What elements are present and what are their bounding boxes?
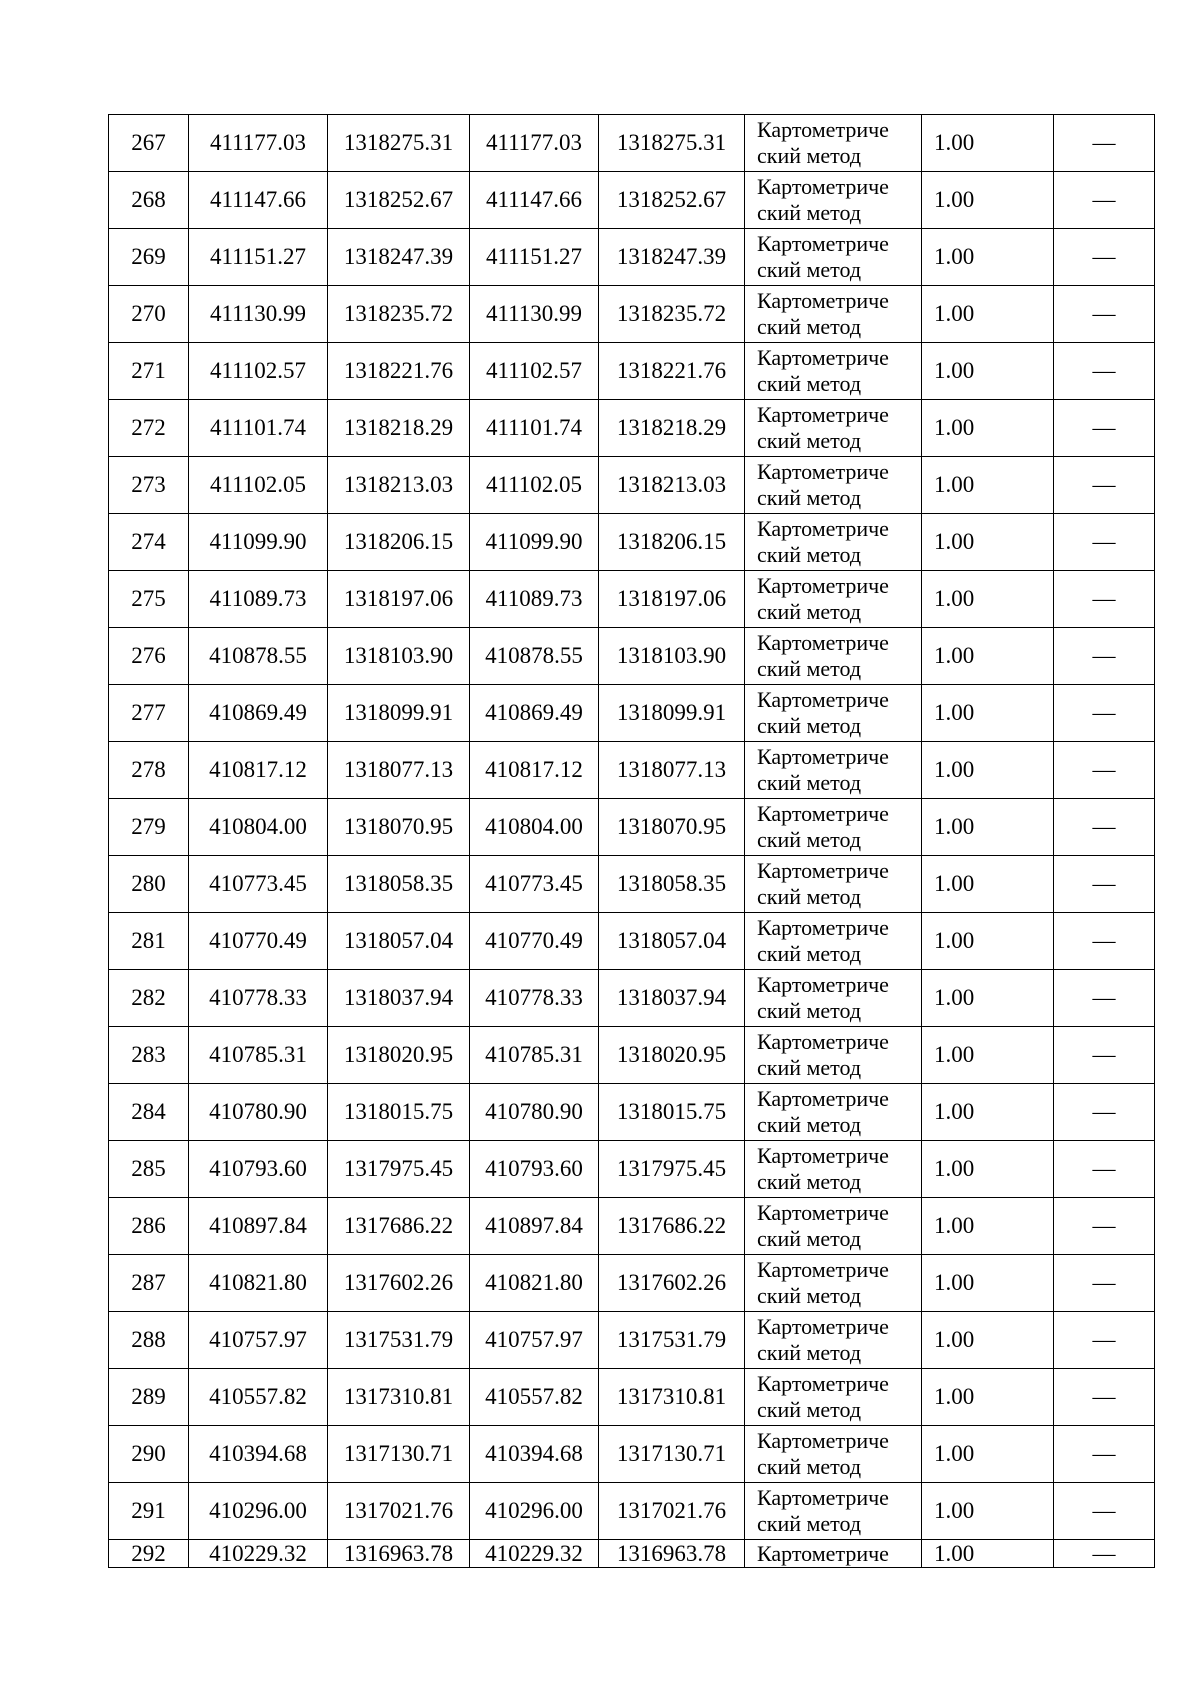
point-number-cell: 276 <box>109 628 189 685</box>
x-existing-cell: 410869.49 <box>189 685 328 742</box>
method-text: Картометриче ский метод <box>757 1485 889 1536</box>
point-number-cell: 288 <box>109 1312 189 1369</box>
table-row <box>109 286 1155 343</box>
table-body <box>109 115 1155 1568</box>
y-existing-cell: 1317602.26 <box>328 1255 470 1312</box>
y-new-cell: 1318218.29 <box>599 400 745 457</box>
x-existing-cell: 410821.80 <box>189 1255 328 1312</box>
table-row <box>109 1027 1155 1084</box>
x-new-cell: 411099.90 <box>470 514 599 571</box>
accuracy-cell: 1.00 <box>922 1084 1054 1141</box>
method-text: Картометриче ский метод <box>757 972 889 1023</box>
x-existing-cell: 410780.90 <box>189 1084 328 1141</box>
y-existing-cell: 1318213.03 <box>328 457 470 514</box>
accuracy-cell: 1.00 <box>922 286 1054 343</box>
x-new-cell: 410757.97 <box>470 1312 599 1369</box>
x-new-cell: 410770.49 <box>470 913 599 970</box>
y-existing-cell: 1318015.75 <box>328 1084 470 1141</box>
x-existing-cell: 411102.57 <box>189 343 328 400</box>
table-row <box>109 1255 1155 1312</box>
method-text: Картометриче ский метод <box>757 1257 889 1308</box>
y-existing-cell: 1318020.95 <box>328 1027 470 1084</box>
table-row <box>109 457 1155 514</box>
x-existing-cell: 411089.73 <box>189 571 328 628</box>
method-text: Картометриче ский метод <box>757 915 889 966</box>
y-existing-cell: 1318235.72 <box>328 286 470 343</box>
method-cell <box>745 1141 922 1198</box>
description-cell: — <box>1054 913 1155 970</box>
point-number-cell: 272 <box>109 400 189 457</box>
accuracy-cell: 1.00 <box>922 685 1054 742</box>
table-row <box>109 1312 1155 1369</box>
x-existing-cell: 410785.31 <box>189 1027 328 1084</box>
x-existing-cell: 410804.00 <box>189 799 328 856</box>
accuracy-cell: 1.00 <box>922 970 1054 1027</box>
description-cell: — <box>1054 1312 1155 1369</box>
table-row <box>109 1483 1155 1540</box>
method-text: Картометриче ский метод <box>757 1143 889 1194</box>
x-existing-cell: 411099.90 <box>189 514 328 571</box>
accuracy-cell: 1.00 <box>922 1312 1054 1369</box>
point-number-cell: 275 <box>109 571 189 628</box>
table-row <box>109 970 1155 1027</box>
point-number-cell: 286 <box>109 1198 189 1255</box>
method-text: Картометриче <box>757 1541 889 1566</box>
x-existing-cell: 410793.60 <box>189 1141 328 1198</box>
point-number-cell: 271 <box>109 343 189 400</box>
y-new-cell: 1318247.39 <box>599 229 745 286</box>
y-new-cell: 1318070.95 <box>599 799 745 856</box>
accuracy-cell: 1.00 <box>922 1198 1054 1255</box>
method-cell <box>745 913 922 970</box>
method-text: Картометриче ский метод <box>757 687 889 738</box>
method-cell <box>745 286 922 343</box>
description-cell: — <box>1054 400 1155 457</box>
description-cell: — <box>1054 571 1155 628</box>
y-new-cell: 1317531.79 <box>599 1312 745 1369</box>
point-number-cell: 274 <box>109 514 189 571</box>
accuracy-cell: 1.00 <box>922 1426 1054 1483</box>
method-cell <box>745 514 922 571</box>
x-existing-cell: 410394.68 <box>189 1426 328 1483</box>
x-new-cell: 410804.00 <box>470 799 599 856</box>
x-new-cell: 410878.55 <box>470 628 599 685</box>
x-existing-cell: 411101.74 <box>189 400 328 457</box>
table-row <box>109 400 1155 457</box>
table-row <box>109 229 1155 286</box>
method-cell <box>745 1426 922 1483</box>
table-row <box>109 571 1155 628</box>
method-text: Картометриче ский метод <box>757 1314 889 1365</box>
table-row <box>109 514 1155 571</box>
y-existing-cell: 1318218.29 <box>328 400 470 457</box>
accuracy-cell: 1.00 <box>922 1483 1054 1540</box>
point-number-cell: 284 <box>109 1084 189 1141</box>
y-new-cell: 1317310.81 <box>599 1369 745 1426</box>
description-cell: — <box>1054 628 1155 685</box>
y-existing-cell: 1318077.13 <box>328 742 470 799</box>
method-text: Картометриче ский метод <box>757 1029 889 1080</box>
description-cell: — <box>1054 1141 1155 1198</box>
point-number-cell: 267 <box>109 115 189 172</box>
accuracy-cell: 1.00 <box>922 742 1054 799</box>
method-cell <box>745 742 922 799</box>
point-number-cell: 285 <box>109 1141 189 1198</box>
y-existing-cell: 1318221.76 <box>328 343 470 400</box>
table-row <box>109 1141 1155 1198</box>
point-number-cell: 289 <box>109 1369 189 1426</box>
y-new-cell: 1318275.31 <box>599 115 745 172</box>
x-existing-cell: 411147.66 <box>189 172 328 229</box>
y-existing-cell: 1318247.39 <box>328 229 470 286</box>
method-text: Картометриче ский метод <box>757 858 889 909</box>
accuracy-cell: 1.00 <box>922 514 1054 571</box>
method-cell <box>745 1540 922 1568</box>
table-row <box>109 172 1155 229</box>
method-text: Картометриче ский метод <box>757 231 889 282</box>
table-row <box>109 1540 1155 1568</box>
y-existing-cell: 1317975.45 <box>328 1141 470 1198</box>
y-new-cell: 1318252.67 <box>599 172 745 229</box>
x-new-cell: 410394.68 <box>470 1426 599 1483</box>
y-existing-cell: 1318037.94 <box>328 970 470 1027</box>
x-existing-cell: 410897.84 <box>189 1198 328 1255</box>
y-new-cell: 1318235.72 <box>599 286 745 343</box>
method-text: Картометриче ский метод <box>757 345 889 396</box>
point-number-cell: 292 <box>109 1540 189 1568</box>
point-number-cell: 283 <box>109 1027 189 1084</box>
table-row <box>109 628 1155 685</box>
description-cell: — <box>1054 1198 1155 1255</box>
description-cell: — <box>1054 343 1155 400</box>
point-number-cell: 282 <box>109 970 189 1027</box>
x-new-cell: 411089.73 <box>470 571 599 628</box>
y-existing-cell: 1318058.35 <box>328 856 470 913</box>
y-existing-cell: 1317686.22 <box>328 1198 470 1255</box>
x-existing-cell: 411102.05 <box>189 457 328 514</box>
table-row <box>109 856 1155 913</box>
x-new-cell: 411102.05 <box>470 457 599 514</box>
coordinates-table <box>108 114 1155 1568</box>
accuracy-cell: 1.00 <box>922 400 1054 457</box>
table-row <box>109 115 1155 172</box>
method-text: Картометриче ский метод <box>757 630 889 681</box>
method-cell <box>745 856 922 913</box>
method-text: Картометриче ский метод <box>757 402 889 453</box>
accuracy-cell: 1.00 <box>922 628 1054 685</box>
y-new-cell: 1318197.06 <box>599 571 745 628</box>
accuracy-cell: 1.00 <box>922 229 1054 286</box>
description-cell: — <box>1054 856 1155 913</box>
y-new-cell: 1317975.45 <box>599 1141 745 1198</box>
description-cell: — <box>1054 229 1155 286</box>
point-number-cell: 290 <box>109 1426 189 1483</box>
accuracy-cell: 1.00 <box>922 913 1054 970</box>
accuracy-cell: 1.00 <box>922 343 1054 400</box>
x-new-cell: 411130.99 <box>470 286 599 343</box>
x-new-cell: 410557.82 <box>470 1369 599 1426</box>
x-new-cell: 410793.60 <box>470 1141 599 1198</box>
description-cell: — <box>1054 1084 1155 1141</box>
description-cell: — <box>1054 457 1155 514</box>
method-cell <box>745 799 922 856</box>
description-cell: — <box>1054 514 1155 571</box>
point-number-cell: 279 <box>109 799 189 856</box>
x-existing-cell: 410773.45 <box>189 856 328 913</box>
table-row <box>109 1198 1155 1255</box>
y-existing-cell: 1318197.06 <box>328 571 470 628</box>
y-new-cell: 1316963.78 <box>599 1540 745 1568</box>
y-existing-cell: 1318275.31 <box>328 115 470 172</box>
table-row <box>109 1084 1155 1141</box>
x-new-cell: 410773.45 <box>470 856 599 913</box>
y-new-cell: 1318037.94 <box>599 970 745 1027</box>
point-number-cell: 287 <box>109 1255 189 1312</box>
y-existing-cell: 1318057.04 <box>328 913 470 970</box>
y-new-cell: 1318057.04 <box>599 913 745 970</box>
description-cell: — <box>1054 1483 1155 1540</box>
method-cell <box>745 1369 922 1426</box>
method-cell <box>745 970 922 1027</box>
x-existing-cell: 410557.82 <box>189 1369 328 1426</box>
accuracy-cell: 1.00 <box>922 1141 1054 1198</box>
y-existing-cell: 1317531.79 <box>328 1312 470 1369</box>
accuracy-cell: 1.00 <box>922 115 1054 172</box>
method-text: Картометриче ский метод <box>757 573 889 624</box>
x-existing-cell: 411151.27 <box>189 229 328 286</box>
accuracy-cell: 1.00 <box>922 856 1054 913</box>
method-text: Картометриче ский метод <box>757 801 889 852</box>
accuracy-cell: 1.00 <box>922 1369 1054 1426</box>
x-new-cell: 411147.66 <box>470 172 599 229</box>
method-cell <box>745 1027 922 1084</box>
method-text: Картометриче ский метод <box>757 516 889 567</box>
method-cell <box>745 1084 922 1141</box>
y-new-cell: 1318221.76 <box>599 343 745 400</box>
x-new-cell: 410778.33 <box>470 970 599 1027</box>
point-number-cell: 278 <box>109 742 189 799</box>
point-number-cell: 291 <box>109 1483 189 1540</box>
y-new-cell: 1318099.91 <box>599 685 745 742</box>
method-text: Картометриче ский метод <box>757 288 889 339</box>
accuracy-cell: 1.00 <box>922 172 1054 229</box>
x-new-cell: 410296.00 <box>470 1483 599 1540</box>
x-new-cell: 410821.80 <box>470 1255 599 1312</box>
y-new-cell: 1317602.26 <box>599 1255 745 1312</box>
description-cell: — <box>1054 172 1155 229</box>
method-cell <box>745 172 922 229</box>
method-text: Картометриче ский метод <box>757 174 889 225</box>
y-new-cell: 1317686.22 <box>599 1198 745 1255</box>
method-cell <box>745 1255 922 1312</box>
method-text: Картометриче ский метод <box>757 1428 889 1479</box>
x-new-cell: 410869.49 <box>470 685 599 742</box>
y-existing-cell: 1317130.71 <box>328 1426 470 1483</box>
x-new-cell: 411102.57 <box>470 343 599 400</box>
table-row <box>109 685 1155 742</box>
description-cell: — <box>1054 685 1155 742</box>
x-existing-cell: 410878.55 <box>189 628 328 685</box>
x-new-cell: 410817.12 <box>470 742 599 799</box>
x-existing-cell: 410770.49 <box>189 913 328 970</box>
table-row <box>109 799 1155 856</box>
table-row <box>109 1369 1155 1426</box>
point-number-cell: 273 <box>109 457 189 514</box>
x-existing-cell: 410817.12 <box>189 742 328 799</box>
x-existing-cell: 410757.97 <box>189 1312 328 1369</box>
method-cell <box>745 457 922 514</box>
accuracy-cell: 1.00 <box>922 1540 1054 1568</box>
description-cell: — <box>1054 1369 1155 1426</box>
description-cell: — <box>1054 286 1155 343</box>
point-number-cell: 270 <box>109 286 189 343</box>
method-cell <box>745 115 922 172</box>
x-new-cell: 410897.84 <box>470 1198 599 1255</box>
table-row <box>109 1426 1155 1483</box>
description-cell: — <box>1054 115 1155 172</box>
y-new-cell: 1318015.75 <box>599 1084 745 1141</box>
point-number-cell: 268 <box>109 172 189 229</box>
point-number-cell: 280 <box>109 856 189 913</box>
method-text: Картометриче ский метод <box>757 1086 889 1137</box>
y-new-cell: 1318077.13 <box>599 742 745 799</box>
method-cell <box>745 400 922 457</box>
description-cell: — <box>1054 1426 1155 1483</box>
method-cell <box>745 1483 922 1540</box>
y-existing-cell: 1318103.90 <box>328 628 470 685</box>
y-existing-cell: 1318252.67 <box>328 172 470 229</box>
description-cell: — <box>1054 1255 1155 1312</box>
y-new-cell: 1318020.95 <box>599 1027 745 1084</box>
table-row <box>109 343 1155 400</box>
y-new-cell: 1317130.71 <box>599 1426 745 1483</box>
x-existing-cell: 411177.03 <box>189 115 328 172</box>
x-existing-cell: 410778.33 <box>189 970 328 1027</box>
y-new-cell: 1318213.03 <box>599 457 745 514</box>
y-existing-cell: 1318099.91 <box>328 685 470 742</box>
description-cell: — <box>1054 799 1155 856</box>
y-new-cell: 1318058.35 <box>599 856 745 913</box>
x-new-cell: 410229.32 <box>470 1540 599 1568</box>
accuracy-cell: 1.00 <box>922 799 1054 856</box>
table-row <box>109 742 1155 799</box>
method-text: Картометриче ский метод <box>757 1200 889 1251</box>
method-text: Картометриче ский метод <box>757 117 889 168</box>
accuracy-cell: 1.00 <box>922 1027 1054 1084</box>
method-cell <box>745 628 922 685</box>
y-new-cell: 1318103.90 <box>599 628 745 685</box>
description-cell: — <box>1054 1540 1155 1568</box>
y-new-cell: 1318206.15 <box>599 514 745 571</box>
method-cell <box>745 1198 922 1255</box>
description-cell: — <box>1054 742 1155 799</box>
y-existing-cell: 1318070.95 <box>328 799 470 856</box>
method-cell <box>745 1312 922 1369</box>
method-text: Картометриче ский метод <box>757 744 889 795</box>
method-text: Картометриче ский метод <box>757 459 889 510</box>
method-cell <box>745 229 922 286</box>
y-existing-cell: 1317310.81 <box>328 1369 470 1426</box>
point-number-cell: 269 <box>109 229 189 286</box>
x-new-cell: 410780.90 <box>470 1084 599 1141</box>
y-new-cell: 1317021.76 <box>599 1483 745 1540</box>
description-cell: — <box>1054 970 1155 1027</box>
table-row <box>109 913 1155 970</box>
method-cell <box>745 343 922 400</box>
y-existing-cell: 1316963.78 <box>328 1540 470 1568</box>
accuracy-cell: 1.00 <box>922 1255 1054 1312</box>
accuracy-cell: 1.00 <box>922 457 1054 514</box>
point-number-cell: 281 <box>109 913 189 970</box>
x-existing-cell: 410229.32 <box>189 1540 328 1568</box>
x-new-cell: 410785.31 <box>470 1027 599 1084</box>
y-existing-cell: 1318206.15 <box>328 514 470 571</box>
x-existing-cell: 410296.00 <box>189 1483 328 1540</box>
method-cell <box>745 685 922 742</box>
y-existing-cell: 1317021.76 <box>328 1483 470 1540</box>
method-text: Картометриче ский метод <box>757 1371 889 1422</box>
x-existing-cell: 411130.99 <box>189 286 328 343</box>
x-new-cell: 411101.74 <box>470 400 599 457</box>
method-cell <box>745 571 922 628</box>
x-new-cell: 411177.03 <box>470 115 599 172</box>
description-cell: — <box>1054 1027 1155 1084</box>
accuracy-cell: 1.00 <box>922 571 1054 628</box>
x-new-cell: 411151.27 <box>470 229 599 286</box>
point-number-cell: 277 <box>109 685 189 742</box>
